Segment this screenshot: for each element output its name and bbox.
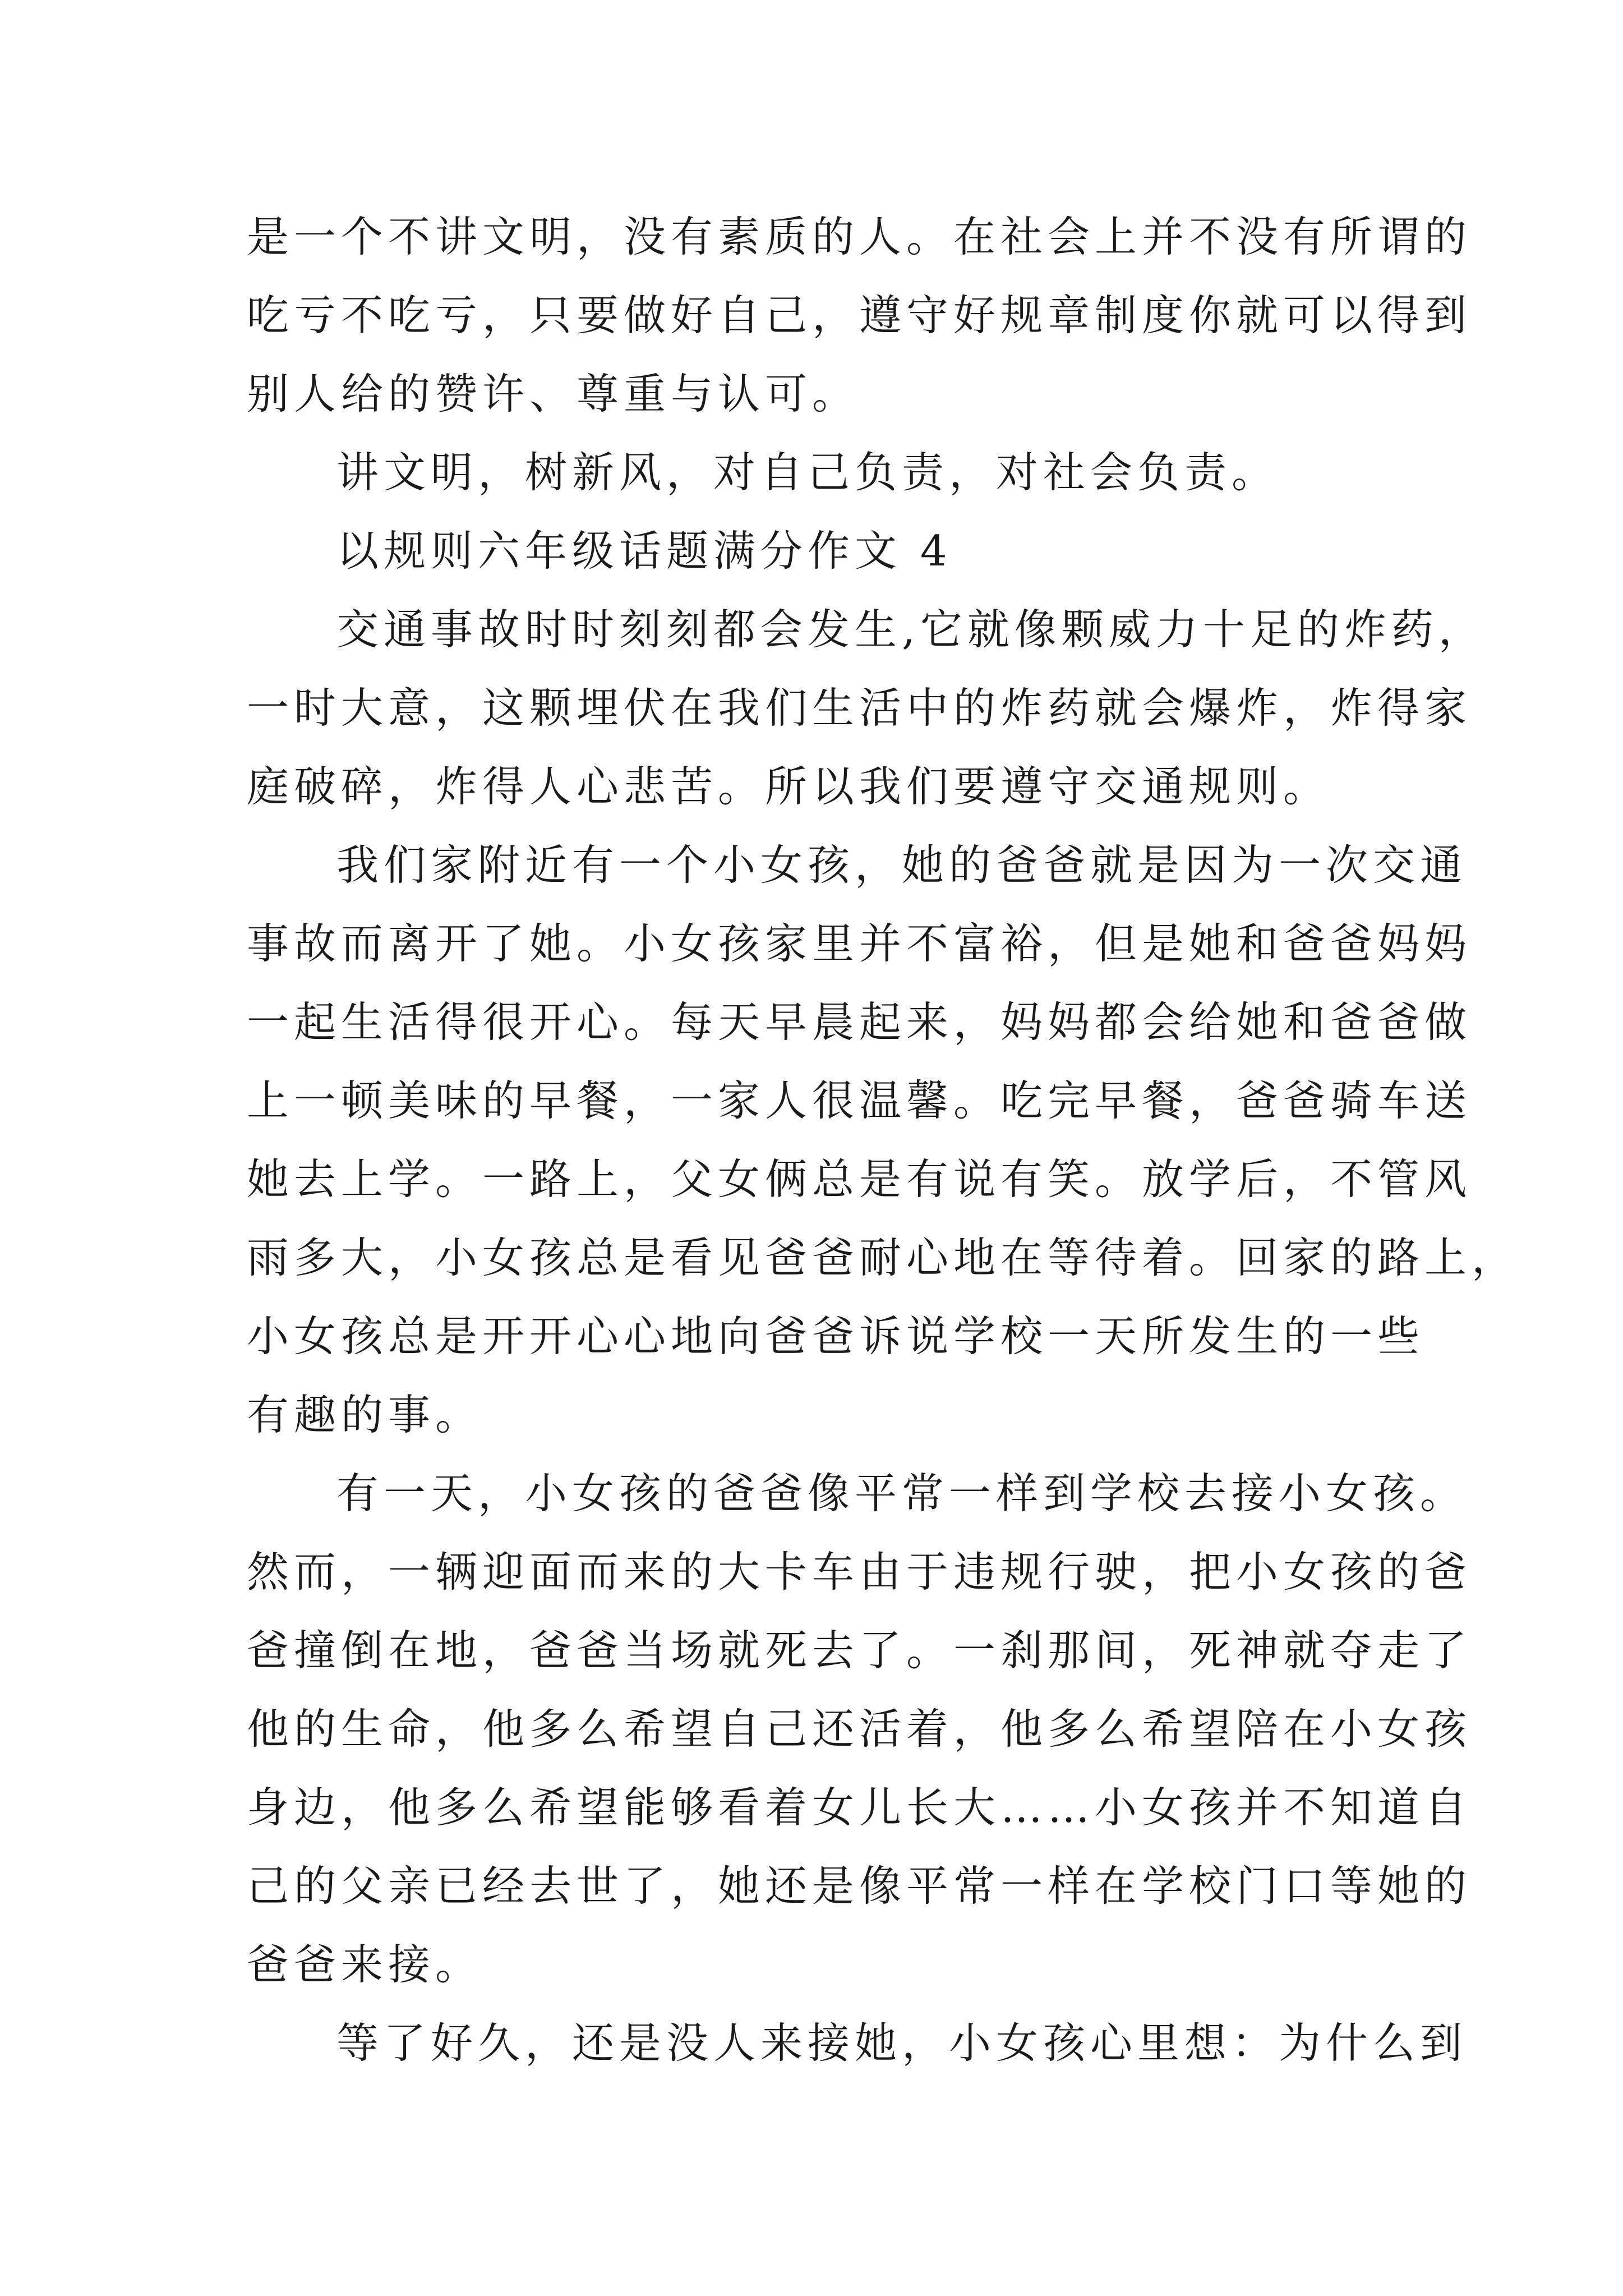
text-line: 别人给的赞许、尊重与认可。 bbox=[247, 369, 860, 418]
text-line: 爸爸来接。 bbox=[247, 1940, 483, 1989]
text-line: 雨多大，小女孩总是看见爸爸耐心地在等待着。回家的路上， bbox=[247, 1233, 1519, 1282]
text-line: 上一顿美味的早餐，一家人很温馨。吃完早餐，爸爸骑车送 bbox=[247, 1076, 1472, 1125]
text-line: 有趣的事。 bbox=[247, 1390, 483, 1439]
text-line: 他的生命，他多么希望自己还活着，他多么希望陪在小女孩 bbox=[247, 1704, 1472, 1754]
text-line: 我们家附近有一个小女孩，她的爸爸就是因为一次交通 bbox=[336, 840, 1468, 890]
text-line: 等了好久，还是没人来接她，小女孩心里想：为什么到 bbox=[336, 2018, 1468, 2068]
text-line: 小女孩总是开开心心地向爸爸诉说学校一天所发生的一些 bbox=[247, 1312, 1425, 1361]
text-line: 己的父亲已经去世了，她还是像平常一样在学校门口等她的 bbox=[247, 1861, 1472, 1911]
text-line: 有一天，小女孩的爸爸像平常一样到学校去接小女孩。 bbox=[336, 1469, 1468, 1518]
text-line: 爸撞倒在地，爸爸当场就死去了。一刹那间，死神就夺走了 bbox=[247, 1626, 1472, 1675]
text-line: 她去上学。一路上，父女俩总是有说有笑。放学后，不管风 bbox=[247, 1154, 1472, 1204]
text-line: 吃亏不吃亏，只要做好自己，遵守好规章制度你就可以得到 bbox=[247, 291, 1472, 340]
text-line: 讲文明，树新风，对自己负责，对社会负责。 bbox=[336, 448, 1279, 497]
text-line: 事故而离开了她。小女孩家里并不富裕，但是她和爸爸妈妈 bbox=[247, 919, 1472, 968]
section-heading: 以规则六年级话题满分作文 4 bbox=[336, 526, 952, 576]
text-line: 庭破碎，炸得人心悲苦。所以我们要遵守交通规则。 bbox=[247, 762, 1331, 811]
text-line: 交通事故时时刻刻都会发生,它就像颗威力十足的炸药， bbox=[336, 605, 1486, 654]
text-line: 然而，一辆迎面而来的大卡车由于违规行驶，把小女孩的爸 bbox=[247, 1547, 1472, 1596]
text-line: 一起生活得很开心。每天早晨起来，妈妈都会给她和爸爸做 bbox=[247, 997, 1472, 1047]
text-line: 身边，他多么希望能够看着女儿长大……小女孩并不知道自 bbox=[247, 1783, 1472, 1832]
text-line: 是一个不讲文明，没有素质的人。在社会上并不没有所谓的 bbox=[247, 212, 1472, 261]
text-line: 一时大意，这颗埋伏在我们生活中的炸药就会爆炸，炸得家 bbox=[247, 683, 1472, 733]
